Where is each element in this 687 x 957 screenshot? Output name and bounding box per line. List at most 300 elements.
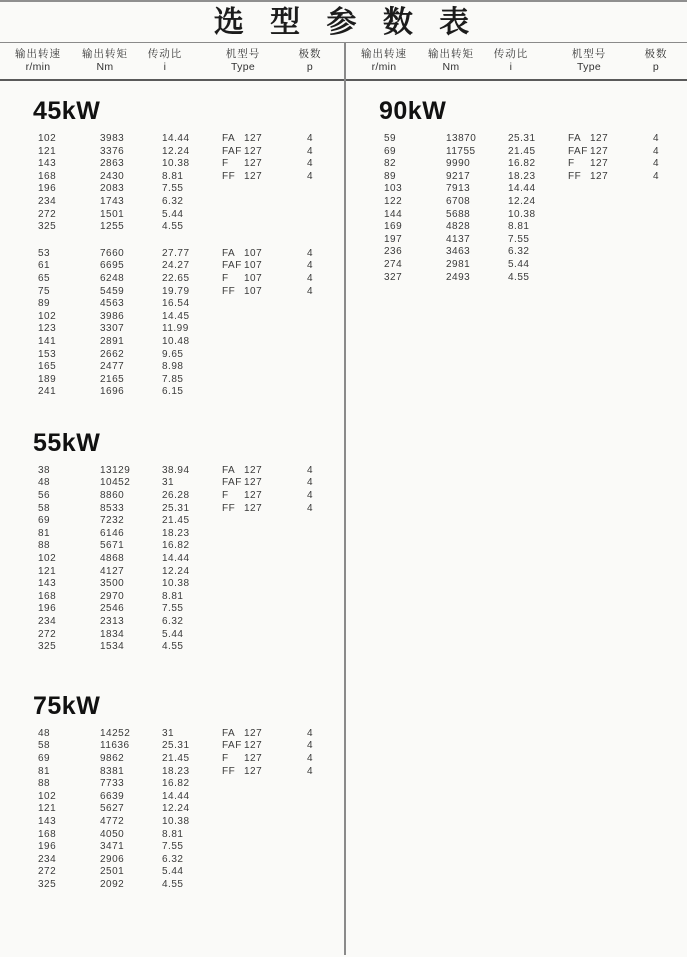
- table-row: [0, 183, 344, 196]
- ratio-cell: 7.55: [162, 603, 184, 615]
- model-code: F: [222, 490, 229, 502]
- table-row: [346, 234, 687, 247]
- ratio-cell: 38.94: [162, 464, 190, 476]
- table-row: [346, 209, 687, 222]
- table-row: [0, 386, 344, 399]
- torque-cell: 9217: [446, 170, 471, 182]
- power-rating-title: 45kW: [33, 97, 101, 125]
- type-cell: [196, 158, 290, 171]
- poles-cell: [290, 591, 330, 604]
- table-row: [0, 260, 344, 273]
- table-row: [0, 490, 344, 503]
- poles-cell: [290, 183, 330, 196]
- type-cell: [542, 209, 636, 222]
- speed-cell: 144: [384, 208, 403, 220]
- speed-cell: 81: [38, 527, 51, 539]
- model-code: FA: [222, 464, 236, 476]
- table-row: [0, 477, 344, 490]
- poles-cell: [290, 311, 330, 324]
- type-cell: [196, 349, 290, 362]
- poles-cell: 4: [306, 727, 314, 739]
- table-row: [0, 323, 344, 336]
- model-size: 107: [244, 285, 263, 297]
- speed-cell: 38: [38, 464, 51, 476]
- speed-cell: 102: [38, 790, 57, 802]
- type-cell: [196, 248, 290, 261]
- col-header-torque-cn: 输出转矩: [428, 48, 474, 60]
- torque-cell: 4563: [100, 298, 125, 310]
- poles-cell: [290, 221, 330, 234]
- poles-cell: 4: [652, 170, 660, 182]
- table-row: [0, 879, 344, 892]
- speed-cell: 169: [384, 221, 403, 233]
- model-size: 127: [244, 740, 263, 752]
- ratio-cell: 4.55: [162, 221, 184, 233]
- table-row: [0, 866, 344, 879]
- type-cell: [196, 879, 290, 892]
- poles-cell: 4: [306, 145, 314, 157]
- speed-cell: 123: [38, 323, 57, 335]
- torque-cell: 2501: [100, 866, 125, 878]
- ratio-cell: 14.44: [162, 790, 190, 802]
- ratio-cell: 7.55: [162, 183, 184, 195]
- table-row: [0, 298, 344, 311]
- table-row: [0, 641, 344, 654]
- power-section: [0, 692, 344, 892]
- top-border-rule: [0, 0, 687, 2]
- ratio-cell: 9.65: [162, 348, 184, 360]
- col-header-speed-unit: r/min: [371, 61, 397, 73]
- torque-cell: 2981: [446, 258, 471, 270]
- ratio-cell: 24.27: [162, 260, 190, 272]
- table-row: [346, 221, 687, 234]
- table-row: [0, 841, 344, 854]
- ratio-cell: 4.55: [162, 641, 184, 653]
- type-cell: [196, 566, 290, 579]
- type-cell: [196, 490, 290, 503]
- torque-cell: 7232: [100, 515, 125, 527]
- ratio-cell: 18.23: [162, 527, 190, 539]
- speed-cell: 88: [38, 540, 51, 552]
- type-cell: [196, 553, 290, 566]
- table-row: [0, 629, 344, 642]
- model-size: 127: [244, 490, 263, 502]
- col-header-speed-unit: r/min: [25, 61, 51, 73]
- ratio-cell: 5.44: [162, 208, 184, 220]
- poles-cell: [290, 879, 330, 892]
- speed-cell: 327: [384, 271, 403, 283]
- speed-cell: 48: [38, 727, 51, 739]
- type-cell: [196, 183, 290, 196]
- poles-cell: [290, 209, 330, 222]
- speed-cell: 325: [38, 221, 57, 233]
- table-row: [346, 133, 687, 146]
- torque-cell: 2083: [100, 183, 125, 195]
- torque-cell: 6146: [100, 527, 125, 539]
- torque-cell: 11755: [446, 145, 476, 157]
- poles-cell: [636, 234, 676, 247]
- ratio-cell: 7.55: [162, 841, 184, 853]
- type-cell: [196, 286, 290, 299]
- ratio-cell: 8.81: [162, 590, 184, 602]
- speed-cell: 236: [384, 246, 403, 258]
- model-code: FAF: [568, 145, 588, 157]
- table-row: [0, 146, 344, 159]
- torque-cell: 2477: [100, 361, 125, 373]
- ratio-cell: 12.24: [508, 195, 536, 207]
- table-row: [0, 133, 344, 146]
- ratio-cell: 27.77: [162, 247, 190, 259]
- ratio-cell: 26.28: [162, 490, 190, 502]
- ratio-cell: 19.79: [162, 285, 190, 297]
- ratio-cell: 10.38: [162, 815, 190, 827]
- poles-cell: [290, 566, 330, 579]
- torque-cell: 4828: [446, 221, 471, 233]
- poles-cell: 4: [306, 765, 314, 777]
- speed-cell: 196: [38, 841, 57, 853]
- type-cell: [542, 133, 636, 146]
- type-cell: [196, 740, 290, 753]
- type-cell: [542, 171, 636, 184]
- ratio-cell: 16.82: [508, 158, 536, 170]
- speed-cell: 82: [384, 158, 397, 170]
- page-title: 选 型 参 数 表: [213, 6, 474, 39]
- torque-cell: 9862: [100, 752, 125, 764]
- ratio-cell: 8.81: [162, 170, 184, 182]
- ratio-cell: 6.32: [162, 195, 184, 207]
- ratio-cell: 21.45: [162, 515, 190, 527]
- speed-cell: 102: [38, 310, 57, 322]
- speed-cell: 153: [38, 348, 57, 360]
- poles-cell: [290, 866, 330, 879]
- speed-cell: 53: [38, 247, 51, 259]
- poles-cell: 4: [306, 464, 314, 476]
- col-header-poles-cn: 极数: [298, 48, 322, 60]
- table-row: [346, 196, 687, 209]
- poles-cell: 4: [652, 133, 660, 144]
- ratio-cell: 6.32: [162, 616, 184, 627]
- col-header-torque-cn: 输出转矩: [82, 48, 128, 60]
- speed-cell: 61: [38, 260, 51, 272]
- ratio-cell: 31: [162, 727, 175, 739]
- speed-cell: 272: [38, 208, 57, 220]
- table-row: [0, 791, 344, 804]
- model-size: 127: [244, 502, 263, 514]
- poles-cell: 4: [306, 158, 314, 170]
- col-header-type-unit: Type: [231, 61, 255, 73]
- power-section: [346, 97, 687, 284]
- poles-cell: [290, 386, 330, 399]
- type-cell: [196, 361, 290, 374]
- model-size: 127: [244, 752, 263, 764]
- type-cell: [542, 183, 636, 196]
- poles-cell: [290, 629, 330, 642]
- type-cell: [196, 465, 290, 478]
- ratio-cell: 11.99: [162, 323, 189, 335]
- ratio-cell: 14.44: [162, 133, 190, 144]
- torque-cell: 3986: [100, 310, 125, 322]
- model-code: FA: [568, 133, 582, 144]
- col-header-poles-unit: p: [652, 61, 660, 73]
- poles-cell: [290, 349, 330, 362]
- table-row: [0, 171, 344, 184]
- type-cell: [542, 146, 636, 159]
- poles-cell: 4: [306, 490, 314, 502]
- poles-cell: [290, 553, 330, 566]
- ratio-cell: 6.32: [508, 246, 530, 258]
- type-cell: [196, 578, 290, 591]
- col-header-torque-unit: Nm: [442, 61, 460, 73]
- torque-cell: 3463: [446, 246, 471, 258]
- ratio-cell: 16.54: [162, 298, 190, 310]
- type-cell: [196, 386, 290, 399]
- type-cell: [542, 158, 636, 171]
- ratio-cell: 7.55: [508, 233, 530, 245]
- ratio-cell: 6.32: [162, 853, 184, 865]
- torque-cell: 7913: [446, 183, 471, 195]
- poles-cell: [636, 221, 676, 234]
- poles-cell: 4: [306, 285, 314, 297]
- ratio-cell: 14.45: [162, 310, 190, 322]
- speed-cell: 234: [38, 853, 57, 865]
- power-section: [0, 97, 344, 399]
- poles-cell: [290, 854, 330, 867]
- poles-cell: [290, 778, 330, 791]
- model-size: 127: [244, 170, 263, 182]
- poles-cell: 4: [306, 133, 314, 144]
- poles-cell: [290, 528, 330, 541]
- torque-cell: 13870: [446, 133, 477, 144]
- torque-cell: 2970: [100, 590, 125, 602]
- speed-cell: 143: [38, 815, 57, 827]
- speed-cell: 89: [384, 170, 397, 182]
- ratio-cell: 5.44: [162, 628, 184, 640]
- type-cell: [196, 791, 290, 804]
- model-code: FF: [222, 765, 236, 777]
- model-size: 127: [244, 158, 263, 170]
- ratio-cell: 12.24: [162, 145, 190, 157]
- type-cell: [196, 778, 290, 791]
- torque-cell: 2430: [100, 170, 125, 182]
- model-code: F: [222, 272, 229, 284]
- type-cell: [196, 515, 290, 528]
- table-row: [0, 854, 344, 867]
- ratio-cell: 25.31: [162, 740, 190, 752]
- model-size: 107: [244, 247, 263, 259]
- speed-cell: 102: [38, 133, 57, 144]
- type-cell: [196, 641, 290, 654]
- poles-cell: [290, 641, 330, 654]
- torque-cell: 3471: [100, 841, 125, 853]
- ratio-cell: 10.38: [162, 158, 190, 170]
- type-cell: [196, 311, 290, 324]
- type-cell: [196, 629, 290, 642]
- model-code: FAF: [222, 260, 242, 272]
- model-size: 127: [590, 170, 609, 182]
- left-panel: [0, 43, 344, 955]
- poles-cell: 4: [306, 752, 314, 764]
- poles-cell: [290, 540, 330, 553]
- speed-cell: 103: [384, 183, 403, 195]
- torque-cell: 1834: [100, 628, 125, 640]
- torque-cell: 3376: [100, 145, 125, 157]
- row-block: [346, 133, 687, 284]
- type-cell: [196, 540, 290, 553]
- ratio-cell: 31: [162, 477, 175, 489]
- type-cell: [196, 816, 290, 829]
- poles-cell: [290, 803, 330, 816]
- type-cell: [542, 221, 636, 234]
- type-cell: [196, 374, 290, 387]
- speed-cell: 143: [38, 578, 57, 590]
- type-cell: [542, 259, 636, 272]
- poles-cell: [290, 196, 330, 209]
- type-cell: [196, 477, 290, 490]
- type-cell: [196, 298, 290, 311]
- table-row: [0, 286, 344, 299]
- row-block: [0, 248, 344, 399]
- type-cell: [196, 221, 290, 234]
- table-row: [0, 766, 344, 779]
- speed-cell: 196: [38, 183, 57, 195]
- col-header-poles-cn: 极数: [644, 48, 668, 60]
- torque-cell: 8533: [100, 502, 125, 514]
- torque-cell: 6248: [100, 272, 125, 284]
- type-cell: [196, 323, 290, 336]
- model-code: F: [568, 158, 575, 170]
- model-size: 127: [590, 158, 609, 170]
- poles-cell: 4: [652, 158, 660, 170]
- poles-cell: [636, 272, 676, 285]
- power-rating-title: 55kW: [33, 428, 101, 457]
- type-cell: [196, 146, 290, 159]
- torque-cell: 14252: [100, 727, 131, 739]
- ratio-cell: 25.31: [508, 133, 536, 144]
- col-header-type-unit: Type: [577, 61, 601, 73]
- table-row: [346, 158, 687, 171]
- type-cell: [196, 528, 290, 541]
- table-row: [0, 209, 344, 222]
- model-code: FA: [222, 247, 236, 259]
- speed-cell: 59: [384, 133, 397, 144]
- right-panel: [346, 43, 687, 955]
- speed-cell: 196: [38, 603, 57, 615]
- speed-cell: 241: [38, 386, 57, 398]
- torque-cell: 1743: [100, 195, 125, 207]
- poles-cell: [290, 336, 330, 349]
- torque-cell: 5688: [446, 208, 471, 220]
- ratio-cell: 8.81: [508, 221, 530, 233]
- torque-cell: 2906: [100, 853, 125, 865]
- poles-cell: [290, 323, 330, 336]
- poles-cell: [290, 791, 330, 804]
- model-size: 107: [244, 272, 263, 284]
- torque-cell: 5671: [100, 540, 125, 552]
- torque-cell: 2165: [100, 373, 125, 385]
- torque-cell: 6639: [100, 790, 125, 802]
- type-cell: [196, 503, 290, 516]
- type-cell: [196, 866, 290, 879]
- speed-cell: 69: [384, 145, 397, 157]
- speed-cell: 197: [384, 233, 403, 245]
- table-row: [0, 616, 344, 629]
- ratio-cell: 10.38: [508, 208, 536, 220]
- ratio-cell: 21.45: [162, 752, 190, 764]
- ratio-cell: 4.55: [162, 878, 184, 890]
- speed-cell: 168: [38, 170, 57, 182]
- table-row: [0, 566, 344, 579]
- poles-cell: 4: [306, 477, 314, 489]
- speed-cell: 272: [38, 628, 57, 640]
- model-code: FF: [222, 170, 236, 182]
- table-row: [0, 603, 344, 616]
- poles-cell: 4: [306, 502, 314, 514]
- torque-cell: 2546: [100, 603, 125, 615]
- torque-cell: 2863: [100, 158, 125, 170]
- table-row: [0, 158, 344, 171]
- torque-cell: 4868: [100, 553, 125, 565]
- power-rating-title: 90kW: [379, 97, 447, 125]
- poles-cell: [290, 616, 330, 629]
- table-row: [0, 349, 344, 362]
- table-row: [0, 829, 344, 842]
- ratio-cell: 8.98: [162, 361, 184, 373]
- poles-cell: [290, 829, 330, 842]
- col-header-type-cn: 机型号: [225, 48, 261, 60]
- col-header-poles-unit: p: [306, 61, 314, 73]
- type-cell: [542, 272, 636, 285]
- poles-cell: 4: [652, 145, 660, 157]
- poles-cell: [290, 374, 330, 387]
- col-header-ratio-cn: 传动比: [493, 48, 529, 60]
- model-size: 127: [244, 765, 263, 777]
- speed-cell: 121: [38, 565, 57, 577]
- row-block: [0, 728, 344, 892]
- table-row: [346, 272, 687, 285]
- torque-cell: 10452: [100, 477, 131, 489]
- speed-cell: 165: [38, 361, 57, 373]
- table-row: [346, 171, 687, 184]
- torque-cell: 1696: [100, 386, 125, 398]
- type-cell: [196, 829, 290, 842]
- torque-cell: 1255: [100, 221, 125, 233]
- table-row: [0, 221, 344, 234]
- left-table-header: [0, 43, 344, 81]
- model-code: FF: [222, 502, 236, 514]
- model-code: F: [222, 158, 229, 170]
- ratio-cell: 8.81: [162, 828, 184, 840]
- torque-cell: 5459: [100, 285, 125, 297]
- ratio-cell: 12.24: [162, 803, 190, 815]
- table-row: [346, 146, 687, 159]
- poles-cell: [636, 196, 676, 209]
- col-header-ratio-unit: i: [509, 61, 513, 73]
- table-row: [0, 753, 344, 766]
- table-row: [0, 374, 344, 387]
- torque-cell: 7660: [100, 247, 125, 259]
- torque-cell: 1501: [100, 208, 125, 220]
- table-area: [0, 42, 687, 955]
- speed-cell: 121: [38, 803, 57, 815]
- model-code: FA: [222, 133, 236, 144]
- type-cell: [196, 209, 290, 222]
- speed-cell: 89: [38, 298, 51, 310]
- ratio-cell: 10.38: [162, 578, 190, 590]
- torque-cell: 8860: [100, 490, 125, 502]
- speed-cell: 234: [38, 195, 57, 207]
- type-cell: [196, 854, 290, 867]
- speed-cell: 325: [38, 878, 57, 890]
